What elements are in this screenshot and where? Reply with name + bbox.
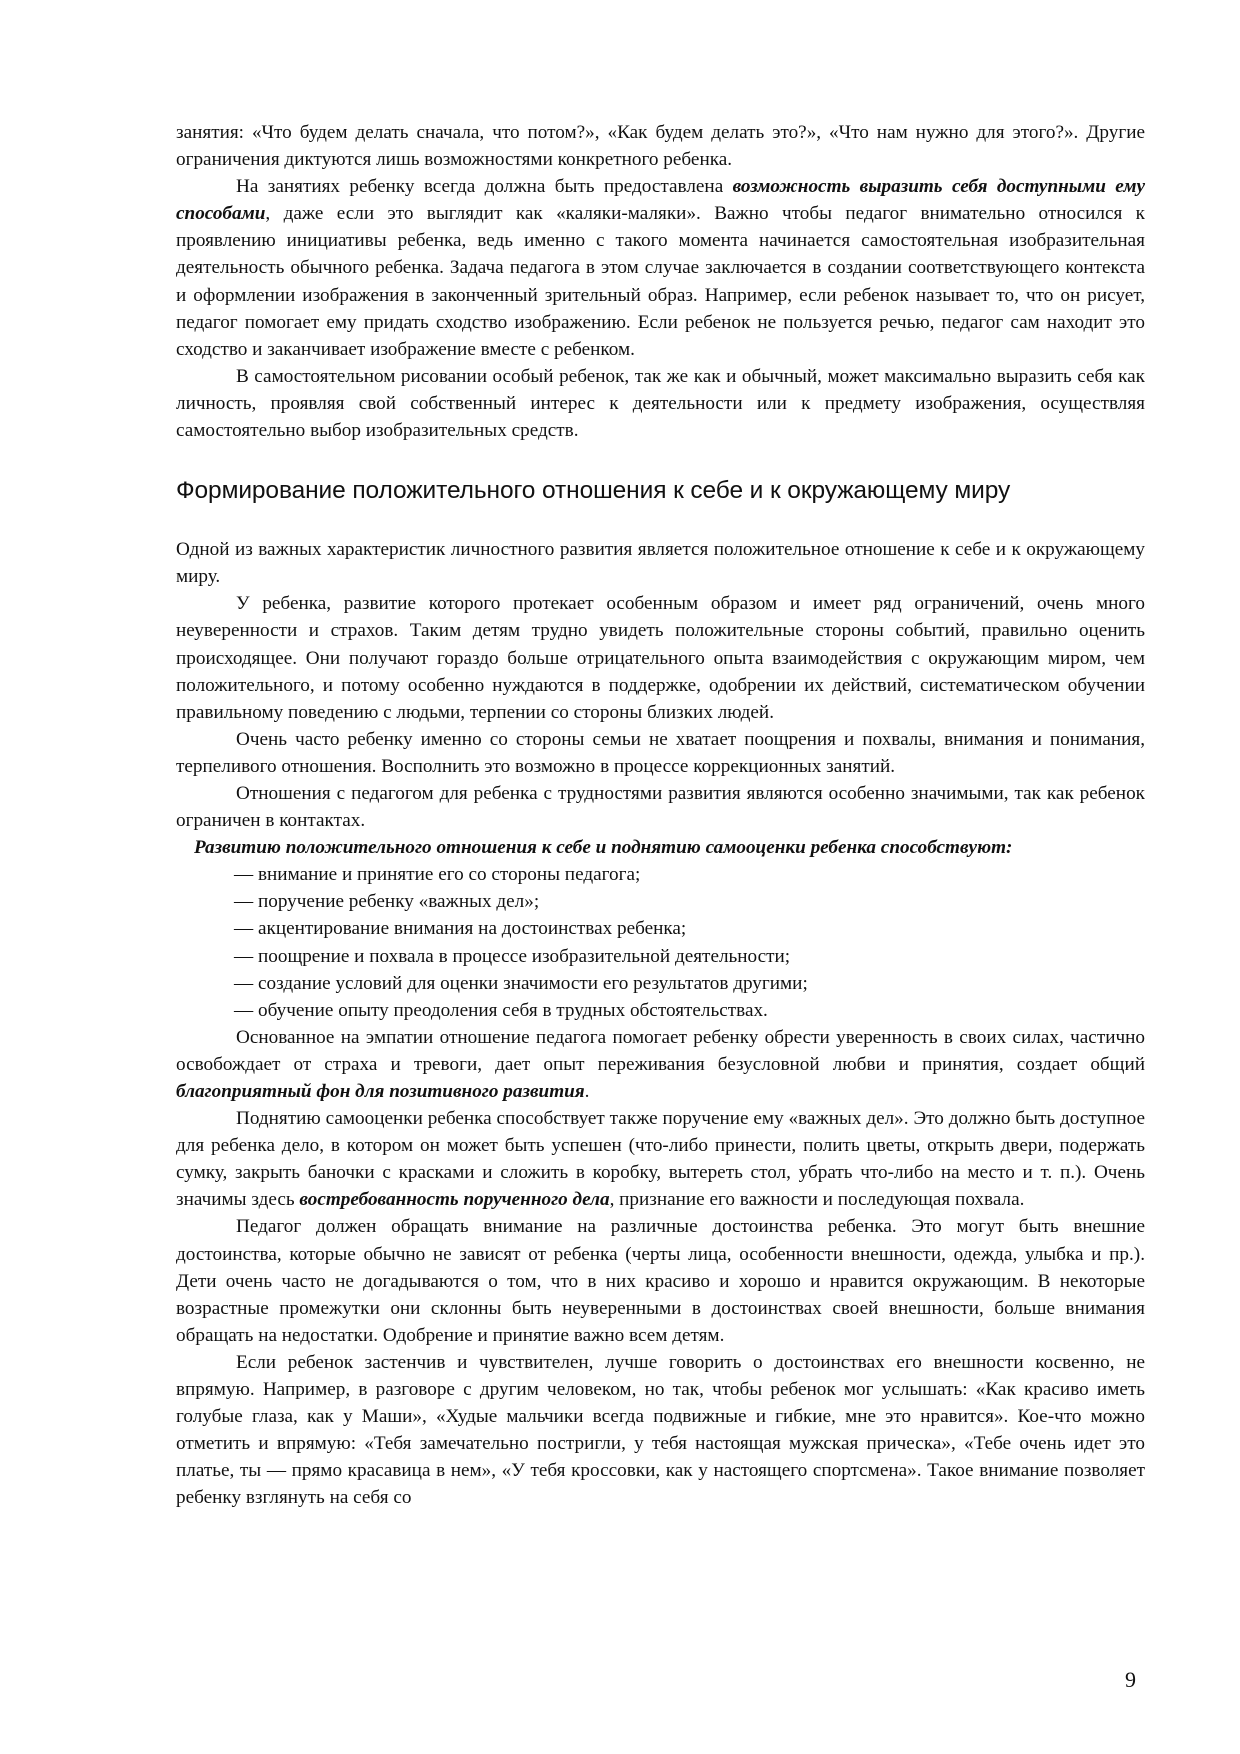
paragraph <box>176 1105 1145 1213</box>
list-item: — акцентирование внимания на достоинствах ребенка; <box>234 918 687 940</box>
paragraph: Одной из важных характеристик личностного развития является положительное отношение к себе и к окружающему миру. <box>176 539 1145 588</box>
text-run: Основанное на эмпатии отношение педагога помогает ребенку обрести уверенность в своих силах, частично освобождает от страха и тревоги, дает опыт переживания безусловной любви и принятия, создает общий <box>176 1026 1145 1075</box>
paragraph: В самостоятельном рисовании особый ребенок, так же как и обычный, может максимально выразить себя как личность, проявляя свой собственный интерес к деятельности или к предмету изображения, осуществляя самостоятельно выбор изобразительных средств. <box>176 365 1145 442</box>
page-number: 9 <box>1125 1667 1136 1692</box>
text-run: , даже если это выглядит как «каляки-маляки». Важно чтобы педагог внимательно относился к проявлению инициативы ребенка, ведь именно с такого момента начинается самостоятельная изобразительная деятельность обычного ребенка. Задача педагога в этом случае заключается в создании соответствующего контекста и оформлении изображения в законченный зрительный образ. Например, если ребенок называет то, что он рисует, педагог помогает ему придать сходство изображению. Если ребенок не пользуется речью, педагог сам находит это сходство и заканчивает изображение вместе с ребенком. <box>176 203 1145 360</box>
bullet-list <box>176 861 1145 1024</box>
text-run: На занятиях ребенку всегда должна быть предоставлена <box>236 176 733 198</box>
paragraph <box>176 173 1145 363</box>
text-run: Поднятию самооценки ребенка способствует также поручение ему «важных дел». Это должно быть доступное для ребенка дело, в котором он может быть успешен (что-либо принести, полить цветы, открыть двери, подержать сумку, закрыть баночки с красками и сложить в коробку, вытереть стол, убрать что-либо на место и т. п.). Очень значимы здесь <box>176 1108 1145 1211</box>
list-item: — поручение ребенку «важных дел»; <box>234 891 540 913</box>
list-item: — внимание и принятие его со стороны педагога; <box>234 864 641 886</box>
emphasis: востребованность порученного дела <box>299 1189 610 1211</box>
section-title: Формирование положительного отношения к себе и к окружающему миру <box>176 477 1011 505</box>
paragraph <box>176 1024 1145 1105</box>
text-run: . <box>584 1081 590 1102</box>
list-item: — создание условий для оценки значимости его результатов другими; <box>234 972 808 994</box>
paragraph: Педагог должен обращать внимание на различные достоинства ребенка. Это могут быть внешние достоинства, которые обычно не зависят от ребенка (черты лица, особенности внешности, одежда, улыбка и пр.). Дети очень часто не догадываются о том, что в них красиво и хорошо и нравится окружающим. В некоторые возрастные промежутки они склонны быть неуверенными в достоинствах своей внешности, больше внимания обращать на недостатки. Одобрение и принятие важно всем детям. <box>176 1216 1145 1346</box>
list-heading: Развитию положительного отношения к себе и поднятию самооценки ребенка способствуют: <box>194 837 1013 859</box>
paragraph: Очень часто ребенку именно со стороны семьи не хватает поощрения и похвалы, внимания и понимания, терпеливого отношения. Восполнить это возможно в процессе коррекционных занятий. <box>176 728 1145 777</box>
text-run: , признание его важности и последующая похвала. <box>609 1189 1025 1211</box>
paragraph: занятия: «Что будем делать сначала, что потом?», «Как будем делать это?», «Что нам нужно для этого?». Другие ограничения диктуются лишь возможностями конкретного ребенка. <box>176 122 1145 171</box>
emphasis: благоприятный фон для позитивного развития <box>176 1081 585 1102</box>
page-body <box>176 119 1145 1512</box>
list-item: — поощрение и похвала в процессе изобразительной деятельности; <box>234 945 791 967</box>
emphasis: возможность выразить себя доступными ему способами <box>176 176 1145 225</box>
paragraph: У ребенка, развитие которого протекает особенным образом и имеет ряд ограничений, очень много неуверенности и страхов. Таким детям трудно увидеть положительные стороны событий, правильно оценить происходящее. Они получают гораздо больше отрицательного опыта взаимодействия с окружающим миром, чем положительного, и потому особенно нуждаются в поддержке, одобрении их действий, систематическом обучении правильному поведению с людьми, терпении со стороны близких людей. <box>176 593 1145 723</box>
paragraph: Если ребенок застенчив и чувствителен, лучше говорить о достоинствах его внешности косвенно, не впрямую. Например, в разговоре с другим человеком, но так, чтобы ребенок мог услышать: «Как красиво иметь голубые глаза, как у Маши», «Худые мальчики всегда подвижные и гибкие, мне это нравится». Кое-что можно отметить и впрямую: «Тебя замечательно постригли, у тебя настоящая мужская прическа», «Тебе очень идет это платье, ты — прямо красавица в нем», «У тебя кроссовки, как у настоящего спортсмена». Такое внимание позволяет ребенку взглянуть на себя со <box>176 1351 1145 1509</box>
list-item: — обучение опыту преодоления себя в трудных обстоятельствах. <box>234 999 768 1021</box>
paragraph: Отношения с педагогом для ребенка с трудностями развития являются особенно значимыми, так как ребенок ограничен в контактах. <box>176 782 1145 832</box>
